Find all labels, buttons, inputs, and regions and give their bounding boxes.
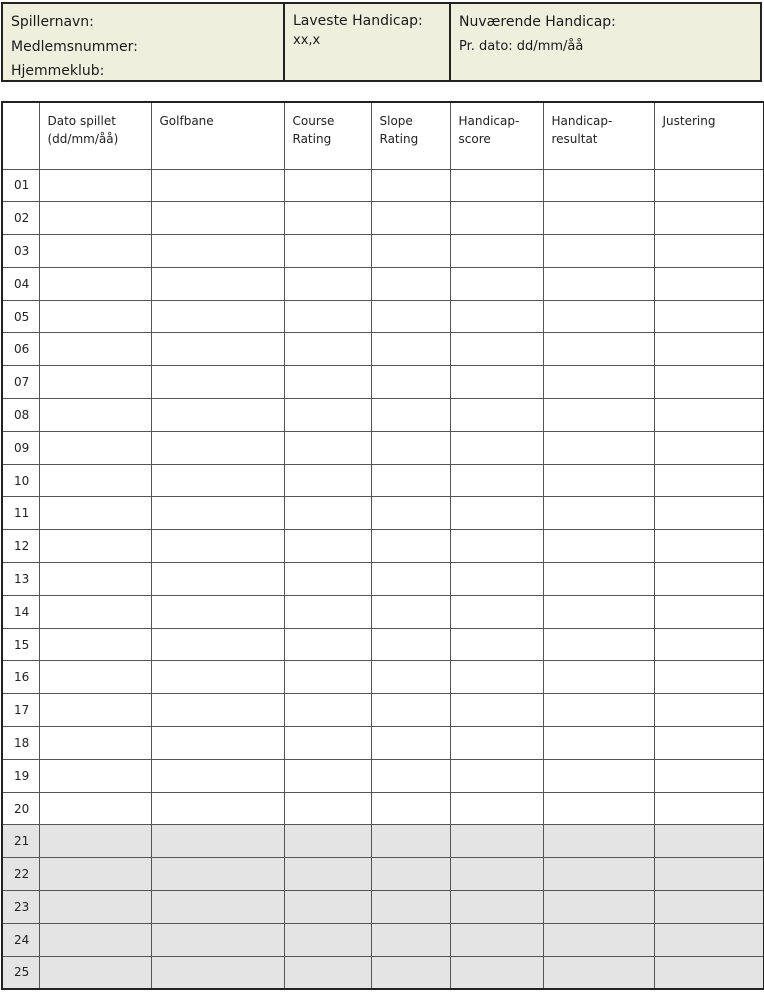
handicap-result-cell[interactable] (543, 694, 654, 727)
golf-course-cell[interactable] (151, 431, 284, 464)
slope-rating-cell[interactable] (371, 858, 450, 891)
handicap-score-cell[interactable] (450, 792, 543, 825)
handicap-result-cell[interactable] (543, 300, 654, 333)
header-rating-line1: Course (292, 114, 335, 128)
row-number: 03 (2, 235, 39, 268)
adjustment-cell[interactable] (654, 563, 764, 596)
handicap-score-cell[interactable] (450, 366, 543, 399)
handicap-result-cell[interactable] (543, 399, 654, 432)
date-played-cell[interactable] (39, 235, 151, 268)
handicap-result-cell[interactable] (543, 727, 654, 760)
slope-rating-cell[interactable] (371, 595, 450, 628)
golf-course-cell[interactable] (151, 202, 284, 235)
header-date-line1: Dato spillet (47, 114, 116, 128)
table-row (2, 366, 764, 399)
header-score-line1: Handicap- (458, 114, 520, 128)
table-row (2, 464, 764, 497)
slope-rating-cell[interactable] (371, 300, 450, 333)
handicap-score-cell[interactable] (450, 858, 543, 891)
row-number: 09 (2, 431, 39, 464)
adjustment-cell[interactable] (654, 759, 764, 792)
table-row (2, 628, 764, 661)
table-row (2, 169, 764, 202)
table-row (2, 300, 764, 333)
slope-rating-cell[interactable] (371, 202, 450, 235)
slope-rating-cell[interactable] (371, 923, 450, 956)
score-table-body (2, 169, 764, 989)
date-played-cell[interactable] (39, 694, 151, 727)
handicap-result-cell[interactable] (543, 661, 654, 694)
handicap-score-cell[interactable] (450, 169, 543, 202)
slope-rating-cell[interactable] (371, 530, 450, 563)
golf-course-cell[interactable] (151, 595, 284, 628)
date-played-cell[interactable] (39, 530, 151, 563)
row-number: 01 (2, 169, 39, 202)
header-rating-line2: Rating (292, 132, 332, 146)
golf-course-cell[interactable] (151, 267, 284, 300)
player-identity-cell (3, 4, 285, 80)
adjustment-cell[interactable] (654, 792, 764, 825)
golf-course-cell[interactable] (151, 792, 284, 825)
handicap-result-cell[interactable] (543, 497, 654, 530)
adjustment-cell[interactable] (654, 727, 764, 760)
handicap-result-cell[interactable] (543, 825, 654, 858)
course-rating-cell[interactable] (284, 923, 371, 956)
handicap-score-cell[interactable] (450, 891, 543, 924)
header-adjustment (654, 102, 764, 169)
golf-course-cell[interactable] (151, 464, 284, 497)
date-played-cell[interactable] (39, 202, 151, 235)
golf-course-cell[interactable] (151, 169, 284, 202)
adjustment-cell[interactable] (654, 366, 764, 399)
adjustment-cell[interactable] (654, 694, 764, 727)
row-number: 22 (2, 858, 39, 891)
golf-course-cell[interactable] (151, 923, 284, 956)
table-row (2, 694, 764, 727)
date-played-cell[interactable] (39, 300, 151, 333)
handicap-result-cell[interactable] (543, 858, 654, 891)
home-club-label: Hjemmeklub: (11, 63, 105, 79)
handicap-result-cell[interactable] (543, 563, 654, 596)
table-row (2, 333, 764, 366)
handicap-score-cell[interactable] (450, 595, 543, 628)
player-info-box (1, 2, 762, 82)
date-played-cell[interactable] (39, 661, 151, 694)
row-number: 18 (2, 727, 39, 760)
slope-rating-cell[interactable] (371, 464, 450, 497)
handicap-result-cell[interactable] (543, 464, 654, 497)
golf-course-cell[interactable] (151, 530, 284, 563)
handicap-result-cell[interactable] (543, 595, 654, 628)
course-rating-cell[interactable] (284, 727, 371, 760)
header-result-line2: resultat (551, 132, 598, 146)
handicap-score-cell[interactable] (450, 628, 543, 661)
handicap-score-cell[interactable] (450, 235, 543, 268)
golf-course-cell[interactable] (151, 825, 284, 858)
date-played-cell[interactable] (39, 169, 151, 202)
slope-rating-cell[interactable] (371, 759, 450, 792)
table-row (2, 858, 764, 891)
slope-rating-cell[interactable] (371, 497, 450, 530)
golf-course-cell[interactable] (151, 399, 284, 432)
handicap-result-cell[interactable] (543, 891, 654, 924)
table-row (2, 825, 764, 858)
handicap-score-cell[interactable] (450, 431, 543, 464)
handicap-score-cell[interactable] (450, 759, 543, 792)
handicap-score-cell[interactable] (450, 923, 543, 956)
slope-rating-cell[interactable] (371, 792, 450, 825)
header-date-played (39, 102, 151, 169)
row-number: 25 (2, 956, 39, 989)
header-slope-line2: Rating (379, 132, 419, 146)
date-played-cell[interactable] (39, 563, 151, 596)
course-rating-cell[interactable] (284, 628, 371, 661)
course-rating-cell[interactable] (284, 366, 371, 399)
adjustment-cell[interactable] (654, 825, 764, 858)
row-number: 07 (2, 366, 39, 399)
row-number: 05 (2, 300, 39, 333)
adjustment-cell[interactable] (654, 628, 764, 661)
header-date-line2: (dd/mm/åå) (47, 132, 119, 146)
handicap-result-cell[interactable] (543, 792, 654, 825)
row-number: 19 (2, 759, 39, 792)
date-played-cell[interactable] (39, 497, 151, 530)
slope-rating-cell[interactable] (371, 333, 450, 366)
handicap-score-cell[interactable] (450, 530, 543, 563)
row-number: 02 (2, 202, 39, 235)
golf-course-cell[interactable] (151, 661, 284, 694)
slope-rating-cell[interactable] (371, 399, 450, 432)
row-number: 15 (2, 628, 39, 661)
slope-rating-cell[interactable] (371, 169, 450, 202)
course-rating-cell[interactable] (284, 497, 371, 530)
date-played-cell[interactable] (39, 267, 151, 300)
adjustment-cell[interactable] (654, 858, 764, 891)
golf-course-cell[interactable] (151, 300, 284, 333)
handicap-result-cell[interactable] (543, 530, 654, 563)
lowest-handicap-value: xx,x (293, 33, 321, 48)
table-row (2, 923, 764, 956)
table-row (2, 956, 764, 989)
handicap-score-cell[interactable] (450, 399, 543, 432)
header-course-label: Golfbane (159, 114, 214, 128)
row-number: 12 (2, 530, 39, 563)
date-played-cell[interactable] (39, 628, 151, 661)
adjustment-cell[interactable] (654, 464, 764, 497)
golf-course-cell[interactable] (151, 235, 284, 268)
golf-course-cell[interactable] (151, 759, 284, 792)
header-row-number (2, 102, 39, 169)
current-handicap-label: Nuværende Handicap: (459, 14, 616, 30)
header-adjust-label: Justering (662, 114, 716, 128)
header-slope-rating (371, 102, 450, 169)
slope-rating-cell[interactable] (371, 891, 450, 924)
course-rating-cell[interactable] (284, 956, 371, 989)
golf-course-cell[interactable] (151, 333, 284, 366)
handicap-score-cell[interactable] (450, 333, 543, 366)
header-handicap-score (450, 102, 543, 169)
slope-rating-cell[interactable] (371, 431, 450, 464)
table-row (2, 202, 764, 235)
date-played-cell[interactable] (39, 923, 151, 956)
slope-rating-cell[interactable] (371, 628, 450, 661)
header-course-rating (284, 102, 371, 169)
date-played-cell[interactable] (39, 333, 151, 366)
date-played-cell[interactable] (39, 727, 151, 760)
adjustment-cell[interactable] (654, 169, 764, 202)
row-number: 06 (2, 333, 39, 366)
golf-course-cell[interactable] (151, 366, 284, 399)
row-number: 10 (2, 464, 39, 497)
table-row (2, 399, 764, 432)
header-slope-line1: Slope (379, 114, 413, 128)
row-number: 23 (2, 891, 39, 924)
course-rating-cell[interactable] (284, 759, 371, 792)
adjustment-cell[interactable] (654, 530, 764, 563)
course-rating-cell[interactable] (284, 661, 371, 694)
handicap-result-cell[interactable] (543, 759, 654, 792)
adjustment-cell[interactable] (654, 267, 764, 300)
date-played-cell[interactable] (39, 825, 151, 858)
date-played-cell[interactable] (39, 792, 151, 825)
course-rating-cell[interactable] (284, 891, 371, 924)
date-played-cell[interactable] (39, 759, 151, 792)
table-row (2, 759, 764, 792)
adjustment-cell[interactable] (654, 595, 764, 628)
table-row (2, 530, 764, 563)
golf-course-cell[interactable] (151, 628, 284, 661)
row-number: 14 (2, 595, 39, 628)
header-handicap-result (543, 102, 654, 169)
date-played-cell[interactable] (39, 399, 151, 432)
table-row (2, 891, 764, 924)
player-name-label: Spillernavn: (11, 14, 94, 30)
course-rating-cell[interactable] (284, 595, 371, 628)
course-rating-cell[interactable] (284, 530, 371, 563)
date-played-cell[interactable] (39, 464, 151, 497)
date-played-cell[interactable] (39, 366, 151, 399)
date-played-cell[interactable] (39, 595, 151, 628)
handicap-score-cell[interactable] (450, 956, 543, 989)
date-played-cell[interactable] (39, 956, 151, 989)
golf-course-cell[interactable] (151, 497, 284, 530)
handicap-result-cell[interactable] (543, 333, 654, 366)
handicap-score-cell[interactable] (450, 300, 543, 333)
row-number: 11 (2, 497, 39, 530)
row-number: 16 (2, 661, 39, 694)
course-rating-cell[interactable] (284, 169, 371, 202)
handicap-result-cell[interactable] (543, 923, 654, 956)
course-rating-cell[interactable] (284, 825, 371, 858)
slope-rating-cell[interactable] (371, 235, 450, 268)
handicap-score-cell[interactable] (450, 727, 543, 760)
date-played-cell[interactable] (39, 891, 151, 924)
row-number: 24 (2, 923, 39, 956)
adjustment-cell[interactable] (654, 333, 764, 366)
current-handicap-cell (451, 4, 760, 80)
current-handicap-date: Pr. dato: dd/mm/åå (459, 38, 584, 54)
handicap-score-cell[interactable] (450, 464, 543, 497)
handicap-score-cell[interactable] (450, 497, 543, 530)
adjustment-cell[interactable] (654, 497, 764, 530)
course-rating-cell[interactable] (284, 792, 371, 825)
course-rating-cell[interactable] (284, 858, 371, 891)
handicap-result-cell[interactable] (543, 267, 654, 300)
row-number: 04 (2, 267, 39, 300)
golf-course-cell[interactable] (151, 563, 284, 596)
slope-rating-cell[interactable] (371, 267, 450, 300)
table-row (2, 661, 764, 694)
table-row (2, 727, 764, 760)
row-number: 17 (2, 694, 39, 727)
handicap-result-cell[interactable] (543, 235, 654, 268)
table-row (2, 595, 764, 628)
header-golf-course (151, 102, 284, 169)
golf-course-cell[interactable] (151, 727, 284, 760)
adjustment-cell[interactable] (654, 399, 764, 432)
course-rating-cell[interactable] (284, 235, 371, 268)
course-rating-cell[interactable] (284, 694, 371, 727)
row-number: 13 (2, 563, 39, 596)
table-row (2, 235, 764, 268)
handicap-score-cell[interactable] (450, 563, 543, 596)
handicap-result-cell[interactable] (543, 366, 654, 399)
slope-rating-cell[interactable] (371, 956, 450, 989)
adjustment-cell[interactable] (654, 956, 764, 989)
handicap-result-cell[interactable] (543, 628, 654, 661)
course-rating-cell[interactable] (284, 464, 371, 497)
handicap-score-cell[interactable] (450, 661, 543, 694)
table-row (2, 267, 764, 300)
handicap-result-cell[interactable] (543, 202, 654, 235)
slope-rating-cell[interactable] (371, 366, 450, 399)
row-number: 21 (2, 825, 39, 858)
golf-course-cell[interactable] (151, 858, 284, 891)
header-result-line1: Handicap- (551, 114, 613, 128)
table-row (2, 792, 764, 825)
course-rating-cell[interactable] (284, 202, 371, 235)
table-row (2, 431, 764, 464)
golf-course-cell[interactable] (151, 891, 284, 924)
adjustment-cell[interactable] (654, 923, 764, 956)
handicap-score-cell[interactable] (450, 825, 543, 858)
row-number: 20 (2, 792, 39, 825)
table-header-row (2, 102, 764, 169)
golf-course-cell[interactable] (151, 694, 284, 727)
handicap-score-cell[interactable] (450, 202, 543, 235)
handicap-score-cell[interactable] (450, 267, 543, 300)
adjustment-cell[interactable] (654, 202, 764, 235)
adjustment-cell[interactable] (654, 235, 764, 268)
slope-rating-cell[interactable] (371, 727, 450, 760)
course-rating-cell[interactable] (284, 333, 371, 366)
course-rating-cell[interactable] (284, 300, 371, 333)
header-score-line2: score (458, 132, 491, 146)
member-number-label: Medlemsnummer: (11, 38, 138, 55)
table-row (2, 563, 764, 596)
score-table (1, 101, 764, 990)
handicap-result-cell[interactable] (543, 169, 654, 202)
slope-rating-cell[interactable] (371, 694, 450, 727)
course-rating-cell[interactable] (284, 267, 371, 300)
slope-rating-cell[interactable] (371, 661, 450, 694)
date-played-cell[interactable] (39, 431, 151, 464)
handicap-result-cell[interactable] (543, 431, 654, 464)
handicap-result-cell[interactable] (543, 956, 654, 989)
course-rating-cell[interactable] (284, 399, 371, 432)
lowest-handicap-cell (285, 4, 451, 80)
adjustment-cell[interactable] (654, 300, 764, 333)
adjustment-cell[interactable] (654, 431, 764, 464)
adjustment-cell[interactable] (654, 891, 764, 924)
golf-course-cell[interactable] (151, 956, 284, 989)
slope-rating-cell[interactable] (371, 825, 450, 858)
course-rating-cell[interactable] (284, 563, 371, 596)
slope-rating-cell[interactable] (371, 563, 450, 596)
course-rating-cell[interactable] (284, 431, 371, 464)
lowest-handicap-label: Laveste Handicap: (293, 13, 423, 29)
table-row (2, 497, 764, 530)
handicap-score-cell[interactable] (450, 694, 543, 727)
row-number: 08 (2, 399, 39, 432)
adjustment-cell[interactable] (654, 661, 764, 694)
date-played-cell[interactable] (39, 858, 151, 891)
